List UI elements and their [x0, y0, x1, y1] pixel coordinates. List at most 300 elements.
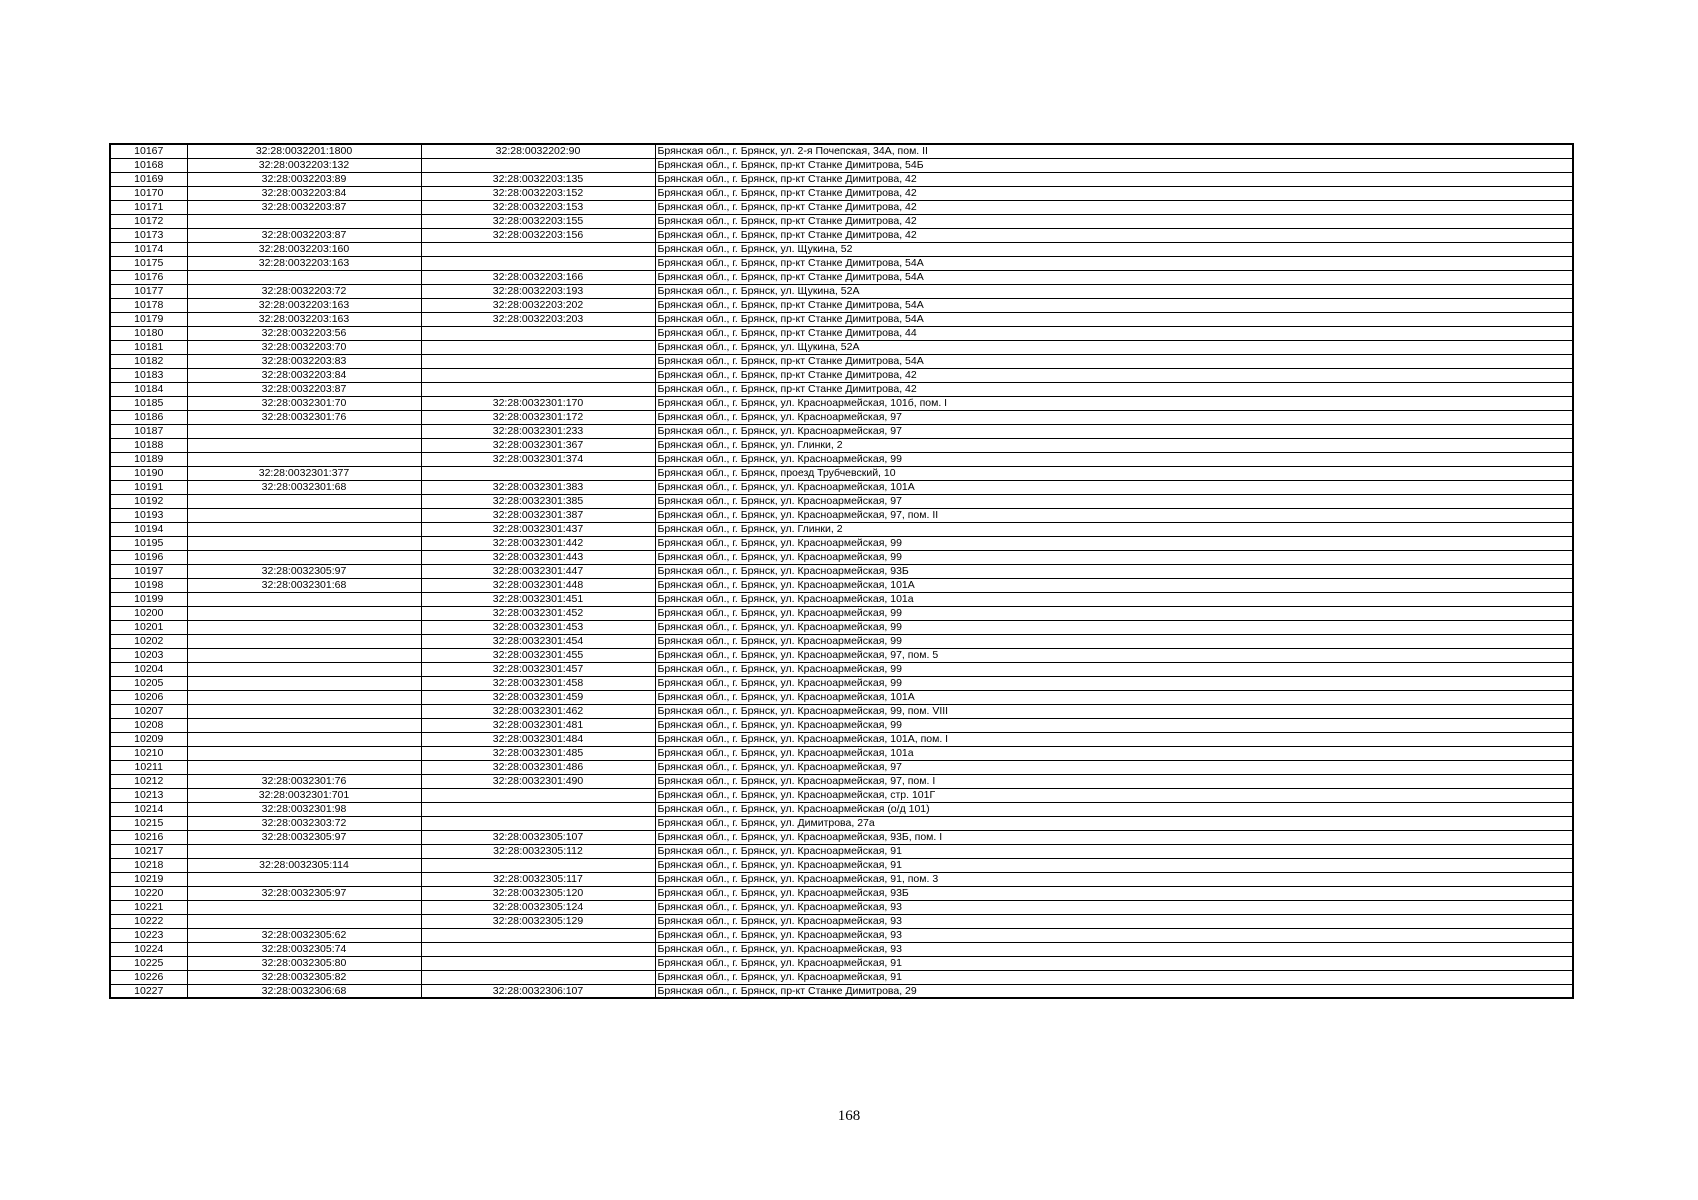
related-cadastral-number-cell	[421, 368, 655, 382]
cadastral-number-cell: 32:28:0032203:84	[187, 186, 421, 200]
related-cadastral-number-cell	[421, 158, 655, 172]
cadastral-number-cell	[187, 620, 421, 634]
table-row	[110, 858, 1573, 872]
related-cadastral-number-cell: 32:28:0032301:442	[421, 536, 655, 550]
row-number-cell: 10197	[110, 564, 187, 578]
address-cell: Брянская обл., г. Брянск, пр-кт Станке Димитрова, 42	[655, 228, 1573, 242]
row-number-cell: 10167	[110, 144, 187, 158]
address-cell: Брянская обл., г. Брянск, ул. Щукина, 52А	[655, 340, 1573, 354]
cadastral-number-cell: 32:28:0032203:163	[187, 256, 421, 270]
address-cell: Брянская обл., г. Брянск, ул. Красноармейская, 101А	[655, 690, 1573, 704]
cadastral-number-cell: 32:28:0032203:56	[187, 326, 421, 340]
cadastral-number-cell: 32:28:0032203:87	[187, 228, 421, 242]
cadastral-number-cell	[187, 522, 421, 536]
cadastral-number-cell	[187, 704, 421, 718]
row-number-cell: 10198	[110, 578, 187, 592]
row-number-cell: 10208	[110, 718, 187, 732]
table-row	[110, 438, 1573, 452]
table-row	[110, 704, 1573, 718]
cadastral-number-cell	[187, 508, 421, 522]
row-number-cell: 10213	[110, 788, 187, 802]
table-row	[110, 354, 1573, 368]
related-cadastral-number-cell: 32:28:0032203:166	[421, 270, 655, 284]
table-row	[110, 592, 1573, 606]
address-cell: Брянская обл., г. Брянск, ул. Красноармейская, 99	[655, 634, 1573, 648]
related-cadastral-number-cell	[421, 788, 655, 802]
address-cell: Брянская обл., г. Брянск, пр-кт Станке Димитрова, 54Б	[655, 158, 1573, 172]
related-cadastral-number-cell	[421, 382, 655, 396]
row-number-cell: 10178	[110, 298, 187, 312]
table-row	[110, 270, 1573, 284]
table-row	[110, 634, 1573, 648]
table-row	[110, 942, 1573, 956]
table-row	[110, 452, 1573, 466]
row-number-cell: 10179	[110, 312, 187, 326]
cadastral-number-cell	[187, 872, 421, 886]
row-number-cell: 10221	[110, 900, 187, 914]
address-cell: Брянская обл., г. Брянск, пр-кт Станке Димитрова, 42	[655, 172, 1573, 186]
table-row	[110, 200, 1573, 214]
related-cadastral-number-cell: 32:28:0032305:120	[421, 886, 655, 900]
table-row	[110, 690, 1573, 704]
cadastral-number-cell: 32:28:0032203:89	[187, 172, 421, 186]
related-cadastral-number-cell	[421, 340, 655, 354]
row-number-cell: 10182	[110, 354, 187, 368]
row-number-cell: 10193	[110, 508, 187, 522]
table-row	[110, 718, 1573, 732]
related-cadastral-number-cell: 32:28:0032301:462	[421, 704, 655, 718]
related-cadastral-number-cell	[421, 256, 655, 270]
row-number-cell: 10175	[110, 256, 187, 270]
cadastral-number-cell	[187, 214, 421, 228]
address-cell: Брянская обл., г. Брянск, пр-кт Станке Димитрова, 29	[655, 984, 1573, 998]
related-cadastral-number-cell: 32:28:0032301:490	[421, 774, 655, 788]
row-number-cell: 10196	[110, 550, 187, 564]
related-cadastral-number-cell: 32:28:0032301:486	[421, 760, 655, 774]
address-cell: Брянская обл., г. Брянск, ул. Красноармейская, 99	[655, 452, 1573, 466]
related-cadastral-number-cell: 32:28:0032305:124	[421, 900, 655, 914]
cadastral-number-cell: 32:28:0032306:68	[187, 984, 421, 998]
related-cadastral-number-cell: 32:28:0032301:233	[421, 424, 655, 438]
address-cell: Брянская обл., г. Брянск, ул. Красноармейская (о/д 101)	[655, 802, 1573, 816]
cadastral-number-cell: 32:28:0032301:70	[187, 396, 421, 410]
address-cell: Брянская обл., г. Брянск, ул. Глинки, 2	[655, 438, 1573, 452]
row-number-cell: 10186	[110, 410, 187, 424]
table-row	[110, 228, 1573, 242]
related-cadastral-number-cell	[421, 354, 655, 368]
table-row	[110, 606, 1573, 620]
address-cell: Брянская обл., г. Брянск, ул. Красноармейская, 97	[655, 424, 1573, 438]
row-number-cell: 10227	[110, 984, 187, 998]
table-row	[110, 172, 1573, 186]
row-number-cell: 10214	[110, 802, 187, 816]
address-cell: Брянская обл., г. Брянск, пр-кт Станке Димитрова, 42	[655, 368, 1573, 382]
related-cadastral-number-cell: 32:28:0032301:367	[421, 438, 655, 452]
address-cell: Брянская обл., г. Брянск, ул. Красноармейская, 93Б	[655, 886, 1573, 900]
related-cadastral-number-cell: 32:28:0032301:485	[421, 746, 655, 760]
address-cell: Брянская обл., г. Брянск, ул. Красноармейская, 99	[655, 718, 1573, 732]
cadastral-number-cell: 32:28:0032201:1800	[187, 144, 421, 158]
table-row	[110, 522, 1573, 536]
cadastral-number-cell: 32:28:0032203:163	[187, 298, 421, 312]
address-cell: Брянская обл., г. Брянск, ул. Красноармейская, 93	[655, 928, 1573, 942]
cadastral-number-cell: 32:28:0032305:74	[187, 942, 421, 956]
related-cadastral-number-cell: 32:28:0032301:458	[421, 676, 655, 690]
address-cell: Брянская обл., г. Брянск, ул. Красноармейская, 91	[655, 956, 1573, 970]
cadastral-number-cell	[187, 438, 421, 452]
cadastral-number-cell: 32:28:0032301:68	[187, 578, 421, 592]
address-cell: Брянская обл., г. Брянск, пр-кт Станке Димитрова, 54А	[655, 298, 1573, 312]
related-cadastral-number-cell: 32:28:0032203:152	[421, 186, 655, 200]
row-number-cell: 10201	[110, 620, 187, 634]
row-number-cell: 10225	[110, 956, 187, 970]
row-number-cell: 10169	[110, 172, 187, 186]
table-row	[110, 480, 1573, 494]
row-number-cell: 10177	[110, 284, 187, 298]
related-cadastral-number-cell	[421, 942, 655, 956]
registry-table	[109, 143, 1574, 999]
cadastral-number-cell	[187, 494, 421, 508]
cadastral-number-cell	[187, 690, 421, 704]
row-number-cell: 10205	[110, 676, 187, 690]
row-number-cell: 10219	[110, 872, 187, 886]
related-cadastral-number-cell: 32:28:0032202:90	[421, 144, 655, 158]
table-row	[110, 242, 1573, 256]
address-cell: Брянская обл., г. Брянск, ул. Красноармейская, стр. 101Г	[655, 788, 1573, 802]
related-cadastral-number-cell: 32:28:0032301:383	[421, 480, 655, 494]
address-cell: Брянская обл., г. Брянск, пр-кт Станке Димитрова, 42	[655, 186, 1573, 200]
table-row	[110, 564, 1573, 578]
cadastral-number-cell	[187, 746, 421, 760]
address-cell: Брянская обл., г. Брянск, пр-кт Станке Димитрова, 44	[655, 326, 1573, 340]
address-cell: Брянская обл., г. Брянск, ул. Красноармейская, 99	[655, 550, 1573, 564]
related-cadastral-number-cell	[421, 970, 655, 984]
table-row	[110, 298, 1573, 312]
table-row	[110, 732, 1573, 746]
cadastral-number-cell	[187, 914, 421, 928]
row-number-cell: 10215	[110, 816, 187, 830]
address-cell: Брянская обл., г. Брянск, ул. Красноармейская, 97, пом. I	[655, 774, 1573, 788]
address-cell: Брянская обл., г. Брянск, ул. Красноармейская, 99, пом. VIII	[655, 704, 1573, 718]
table-row	[110, 662, 1573, 676]
cadastral-number-cell	[187, 592, 421, 606]
row-number-cell: 10200	[110, 606, 187, 620]
table-row	[110, 368, 1573, 382]
address-cell: Брянская обл., г. Брянск, пр-кт Станке Димитрова, 54А	[655, 256, 1573, 270]
cadastral-number-cell	[187, 718, 421, 732]
address-cell: Брянская обл., г. Брянск, ул. Красноармейская, 101А	[655, 578, 1573, 592]
related-cadastral-number-cell: 32:28:0032301:448	[421, 578, 655, 592]
cadastral-number-cell: 32:28:0032301:98	[187, 802, 421, 816]
cadastral-number-cell: 32:28:0032305:62	[187, 928, 421, 942]
row-number-cell: 10188	[110, 438, 187, 452]
address-cell: Брянская обл., г. Брянск, ул. Щукина, 52А	[655, 284, 1573, 298]
table-row	[110, 494, 1573, 508]
row-number-cell: 10207	[110, 704, 187, 718]
related-cadastral-number-cell: 32:28:0032306:107	[421, 984, 655, 998]
related-cadastral-number-cell: 32:28:0032203:156	[421, 228, 655, 242]
table-row	[110, 284, 1573, 298]
related-cadastral-number-cell: 32:28:0032301:437	[421, 522, 655, 536]
cadastral-number-cell: 32:28:0032305:80	[187, 956, 421, 970]
row-number-cell: 10211	[110, 760, 187, 774]
cadastral-number-cell: 32:28:0032203:72	[187, 284, 421, 298]
table-row	[110, 900, 1573, 914]
address-cell: Брянская обл., г. Брянск, ул. Красноармейская, 99	[655, 536, 1573, 550]
row-number-cell: 10190	[110, 466, 187, 480]
related-cadastral-number-cell: 32:28:0032301:454	[421, 634, 655, 648]
cadastral-number-cell	[187, 606, 421, 620]
address-cell: Брянская обл., г. Брянск, ул. Красноармейская, 93	[655, 900, 1573, 914]
row-number-cell: 10184	[110, 382, 187, 396]
row-number-cell: 10189	[110, 452, 187, 466]
table-row	[110, 382, 1573, 396]
row-number-cell: 10185	[110, 396, 187, 410]
related-cadastral-number-cell: 32:28:0032301:457	[421, 662, 655, 676]
table-row	[110, 340, 1573, 354]
address-cell: Брянская обл., г. Брянск, ул. Красноармейская, 91, пом. 3	[655, 872, 1573, 886]
related-cadastral-number-cell: 32:28:0032203:193	[421, 284, 655, 298]
table-row	[110, 312, 1573, 326]
related-cadastral-number-cell	[421, 242, 655, 256]
row-number-cell: 10180	[110, 326, 187, 340]
cadastral-number-cell	[187, 634, 421, 648]
address-cell: Брянская обл., г. Брянск, пр-кт Станке Димитрова, 54А	[655, 270, 1573, 284]
related-cadastral-number-cell: 32:28:0032301:453	[421, 620, 655, 634]
address-cell: Брянская обл., г. Брянск, ул. Красноармейская, 97, пом. 5	[655, 648, 1573, 662]
cadastral-number-cell: 32:28:0032305:114	[187, 858, 421, 872]
address-cell: Брянская обл., г. Брянск, ул. Красноармейская, 93	[655, 914, 1573, 928]
address-cell: Брянская обл., г. Брянск, ул. Димитрова, 27а	[655, 816, 1573, 830]
address-cell: Брянская обл., г. Брянск, ул. Красноармейская, 97	[655, 410, 1573, 424]
address-cell: Брянская обл., г. Брянск, пр-кт Станке Димитрова, 42	[655, 200, 1573, 214]
address-cell: Брянская обл., г. Брянск, ул. Красноармейская, 101а	[655, 746, 1573, 760]
row-number-cell: 10172	[110, 214, 187, 228]
related-cadastral-number-cell: 32:28:0032203:155	[421, 214, 655, 228]
row-number-cell: 10220	[110, 886, 187, 900]
row-number-cell: 10203	[110, 648, 187, 662]
cadastral-number-cell: 32:28:0032301:76	[187, 774, 421, 788]
table-row	[110, 214, 1573, 228]
table-row	[110, 648, 1573, 662]
row-number-cell: 10226	[110, 970, 187, 984]
cadastral-number-cell	[187, 452, 421, 466]
table-row	[110, 788, 1573, 802]
row-number-cell: 10181	[110, 340, 187, 354]
related-cadastral-number-cell: 32:28:0032203:203	[421, 312, 655, 326]
row-number-cell: 10217	[110, 844, 187, 858]
cadastral-number-cell	[187, 424, 421, 438]
address-cell: Брянская обл., г. Брянск, ул. Красноармейская, 93Б	[655, 564, 1573, 578]
row-number-cell: 10171	[110, 200, 187, 214]
related-cadastral-number-cell	[421, 326, 655, 340]
cadastral-number-cell	[187, 676, 421, 690]
cadastral-number-cell	[187, 648, 421, 662]
cadastral-number-cell: 32:28:0032305:97	[187, 564, 421, 578]
table-row	[110, 578, 1573, 592]
cadastral-number-cell: 32:28:0032203:84	[187, 368, 421, 382]
table-row	[110, 144, 1573, 158]
related-cadastral-number-cell: 32:28:0032301:452	[421, 606, 655, 620]
address-cell: Брянская обл., г. Брянск, ул. Щукина, 52	[655, 242, 1573, 256]
row-number-cell: 10191	[110, 480, 187, 494]
row-number-cell: 10192	[110, 494, 187, 508]
related-cadastral-number-cell	[421, 802, 655, 816]
table-row	[110, 984, 1573, 998]
address-cell: Брянская обл., г. Брянск, ул. Красноармейская, 99	[655, 676, 1573, 690]
related-cadastral-number-cell: 32:28:0032301:387	[421, 508, 655, 522]
related-cadastral-number-cell: 32:28:0032305:129	[421, 914, 655, 928]
cadastral-number-cell	[187, 536, 421, 550]
cadastral-number-cell: 32:28:0032301:68	[187, 480, 421, 494]
address-cell: Брянская обл., г. Брянск, ул. Красноармейская, 99	[655, 620, 1573, 634]
cadastral-number-cell: 32:28:0032203:83	[187, 354, 421, 368]
cadastral-number-cell: 32:28:0032301:76	[187, 410, 421, 424]
related-cadastral-number-cell: 32:28:0032301:455	[421, 648, 655, 662]
related-cadastral-number-cell: 32:28:0032305:117	[421, 872, 655, 886]
related-cadastral-number-cell: 32:28:0032301:459	[421, 690, 655, 704]
cadastral-number-cell: 32:28:0032301:701	[187, 788, 421, 802]
related-cadastral-number-cell	[421, 858, 655, 872]
table-row	[110, 970, 1573, 984]
table-row	[110, 956, 1573, 970]
address-cell: Брянская обл., г. Брянск, ул. Красноармейская, 93	[655, 942, 1573, 956]
table-row	[110, 326, 1573, 340]
cadastral-number-cell: 32:28:0032301:377	[187, 466, 421, 480]
table-row	[110, 550, 1573, 564]
table-row	[110, 256, 1573, 270]
table-row	[110, 466, 1573, 480]
related-cadastral-number-cell: 32:28:0032203:135	[421, 172, 655, 186]
cadastral-number-cell	[187, 732, 421, 746]
related-cadastral-number-cell	[421, 466, 655, 480]
row-number-cell: 10195	[110, 536, 187, 550]
row-number-cell: 10209	[110, 732, 187, 746]
address-cell: Брянская обл., г. Брянск, пр-кт Станке Димитрова, 42	[655, 214, 1573, 228]
table-row	[110, 886, 1573, 900]
related-cadastral-number-cell	[421, 816, 655, 830]
cadastral-number-cell: 32:28:0032203:87	[187, 200, 421, 214]
row-number-cell: 10218	[110, 858, 187, 872]
row-number-cell: 10170	[110, 186, 187, 200]
table-row	[110, 620, 1573, 634]
table-row	[110, 186, 1573, 200]
address-cell: Брянская обл., г. Брянск, ул. Красноармейская, 91	[655, 844, 1573, 858]
table-row	[110, 802, 1573, 816]
cadastral-number-cell	[187, 760, 421, 774]
address-cell: Брянская обл., г. Брянск, ул. Красноармейская, 99	[655, 606, 1573, 620]
cadastral-number-cell	[187, 900, 421, 914]
table-row	[110, 410, 1573, 424]
cadastral-number-cell	[187, 662, 421, 676]
cadastral-number-cell	[187, 844, 421, 858]
related-cadastral-number-cell: 32:28:0032301:374	[421, 452, 655, 466]
related-cadastral-number-cell: 32:28:0032301:385	[421, 494, 655, 508]
table-row	[110, 396, 1573, 410]
address-cell: Брянская обл., г. Брянск, ул. Красноармейская, 101а	[655, 592, 1573, 606]
address-cell: Брянская обл., г. Брянск, ул. Красноармейская, 91	[655, 970, 1573, 984]
row-number-cell: 10173	[110, 228, 187, 242]
registry-table-body	[110, 144, 1573, 998]
cadastral-number-cell: 32:28:0032203:132	[187, 158, 421, 172]
address-cell: Брянская обл., г. Брянск, ул. Красноармейская, 97	[655, 494, 1573, 508]
table-row	[110, 508, 1573, 522]
table-row	[110, 872, 1573, 886]
row-number-cell: 10187	[110, 424, 187, 438]
related-cadastral-number-cell	[421, 928, 655, 942]
related-cadastral-number-cell: 32:28:0032203:202	[421, 298, 655, 312]
row-number-cell: 10223	[110, 928, 187, 942]
cadastral-number-cell	[187, 550, 421, 564]
address-cell: Брянская обл., г. Брянск, ул. Глинки, 2	[655, 522, 1573, 536]
row-number-cell: 10194	[110, 522, 187, 536]
cadastral-number-cell: 32:28:0032303:72	[187, 816, 421, 830]
table-row	[110, 914, 1573, 928]
address-cell: Брянская обл., г. Брянск, ул. Красноармейская, 91	[655, 858, 1573, 872]
row-number-cell: 10174	[110, 242, 187, 256]
address-cell: Брянская обл., г. Брянск, пр-кт Станке Димитрова, 54А	[655, 354, 1573, 368]
address-cell: Брянская обл., г. Брянск, ул. Красноармейская, 99	[655, 662, 1573, 676]
table-row	[110, 158, 1573, 172]
cadastral-number-cell: 32:28:0032203:70	[187, 340, 421, 354]
related-cadastral-number-cell: 32:28:0032301:447	[421, 564, 655, 578]
address-cell: Брянская обл., г. Брянск, ул. Красноармейская, 97, пом. II	[655, 508, 1573, 522]
row-number-cell: 10199	[110, 592, 187, 606]
cadastral-number-cell: 32:28:0032203:87	[187, 382, 421, 396]
cadastral-number-cell	[187, 270, 421, 284]
row-number-cell: 10183	[110, 368, 187, 382]
related-cadastral-number-cell: 32:28:0032305:112	[421, 844, 655, 858]
row-number-cell: 10216	[110, 830, 187, 844]
row-number-cell: 10212	[110, 774, 187, 788]
row-number-cell: 10176	[110, 270, 187, 284]
related-cadastral-number-cell: 32:28:0032301:484	[421, 732, 655, 746]
table-row	[110, 676, 1573, 690]
row-number-cell: 10168	[110, 158, 187, 172]
address-cell: Брянская обл., г. Брянск, ул. Красноармейская, 93Б, пом. I	[655, 830, 1573, 844]
address-cell: Брянская обл., г. Брянск, ул. Красноармейская, 101б, пом. I	[655, 396, 1573, 410]
related-cadastral-number-cell: 32:28:0032301:481	[421, 718, 655, 732]
related-cadastral-number-cell: 32:28:0032301:451	[421, 592, 655, 606]
table-row	[110, 816, 1573, 830]
address-cell: Брянская обл., г. Брянск, пр-кт Станке Димитрова, 54А	[655, 312, 1573, 326]
row-number-cell: 10210	[110, 746, 187, 760]
related-cadastral-number-cell: 32:28:0032203:153	[421, 200, 655, 214]
related-cadastral-number-cell	[421, 956, 655, 970]
table-row	[110, 746, 1573, 760]
row-number-cell: 10206	[110, 690, 187, 704]
table-row	[110, 424, 1573, 438]
related-cadastral-number-cell: 32:28:0032305:107	[421, 830, 655, 844]
page-number: 168	[837, 1108, 861, 1124]
address-cell: Брянская обл., г. Брянск, ул. Красноармейская, 101А, пом. I	[655, 732, 1573, 746]
address-cell: Брянская обл., г. Брянск, ул. Красноармейская, 97	[655, 760, 1573, 774]
cadastral-number-cell: 32:28:0032305:97	[187, 830, 421, 844]
cadastral-number-cell: 32:28:0032203:160	[187, 242, 421, 256]
related-cadastral-number-cell: 32:28:0032301:443	[421, 550, 655, 564]
related-cadastral-number-cell: 32:28:0032301:170	[421, 396, 655, 410]
cadastral-number-cell: 32:28:0032305:97	[187, 886, 421, 900]
cadastral-number-cell: 32:28:0032305:82	[187, 970, 421, 984]
table-row	[110, 774, 1573, 788]
related-cadastral-number-cell: 32:28:0032301:172	[421, 410, 655, 424]
row-number-cell: 10202	[110, 634, 187, 648]
table-row	[110, 844, 1573, 858]
address-cell: Брянская обл., г. Брянск, ул. 2-я Почепская, 34А, пом. II	[655, 144, 1573, 158]
table-row	[110, 760, 1573, 774]
cadastral-number-cell: 32:28:0032203:163	[187, 312, 421, 326]
table-row	[110, 536, 1573, 550]
